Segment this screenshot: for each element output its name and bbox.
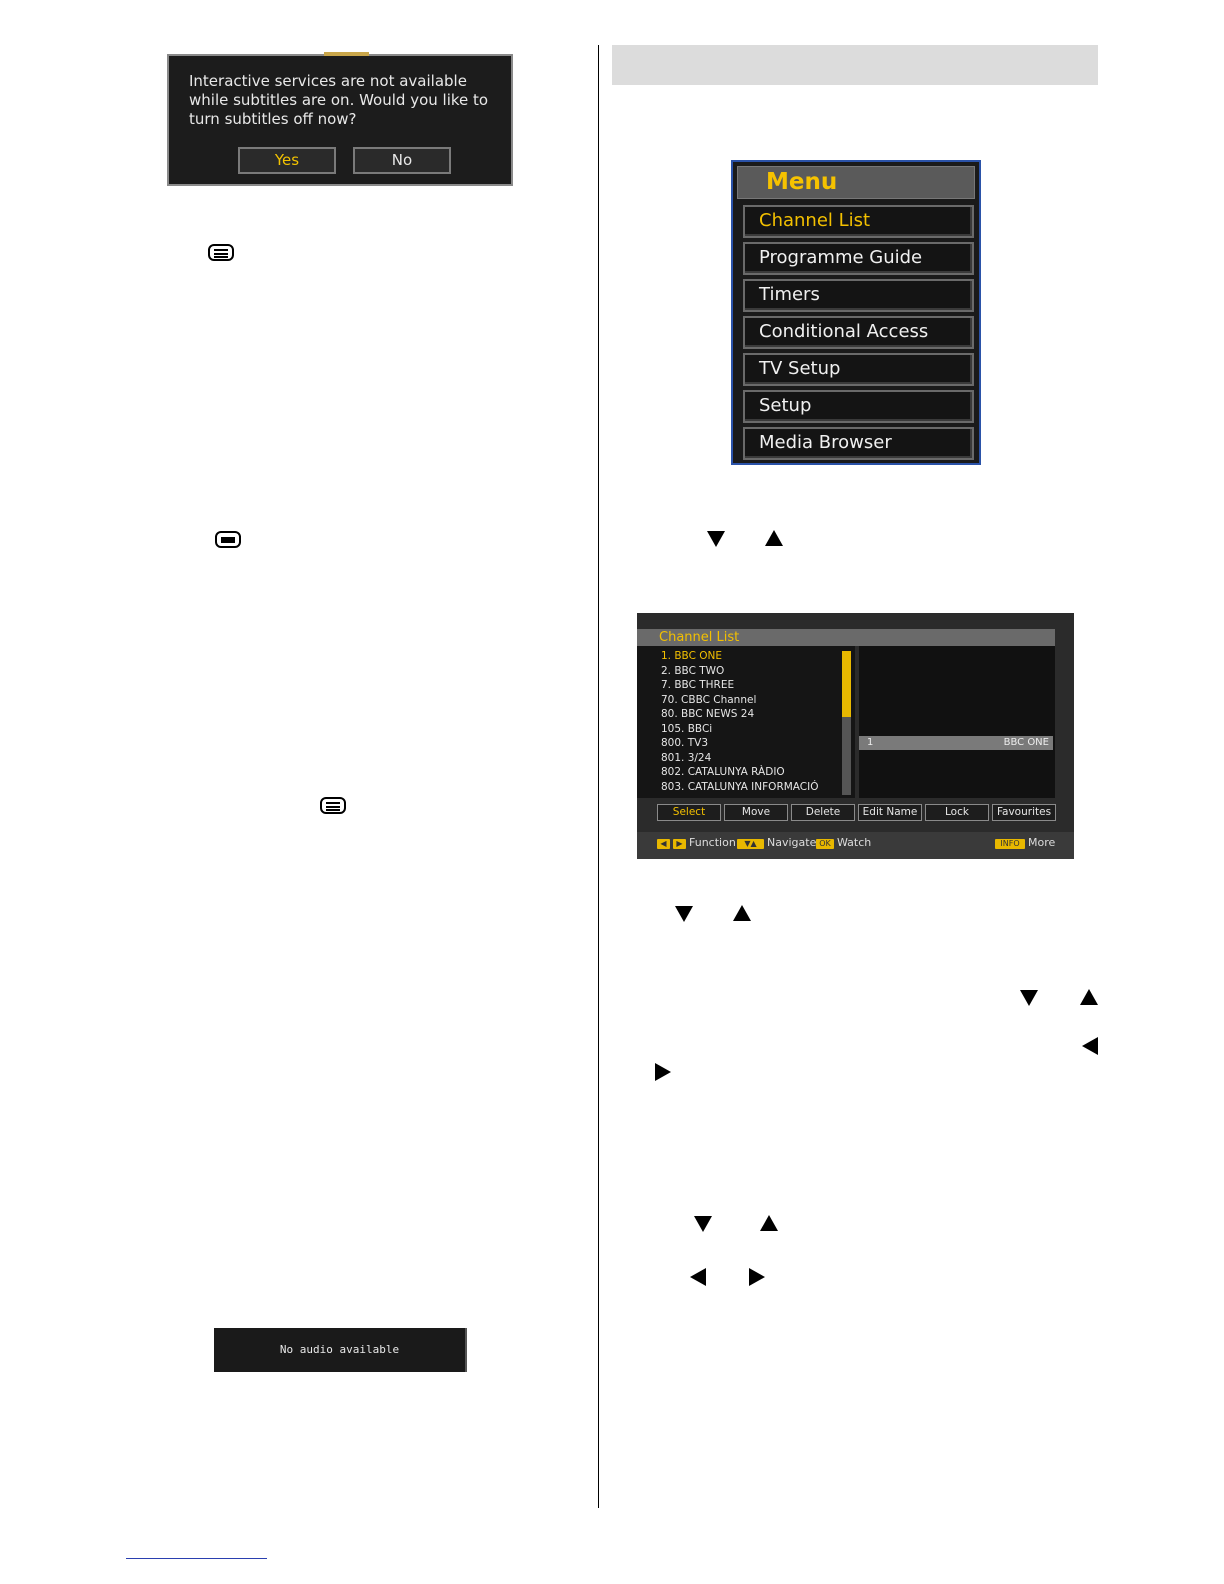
preview-channel-number: 1 [867,737,874,748]
column-divider [598,45,599,1508]
menu-item-timers[interactable]: Timers [743,279,974,312]
lock-button[interactable]: Lock [925,804,989,821]
channel-list-title: Channel List [637,629,1055,646]
footer-navigate-label: Navigate [767,836,817,849]
subtitle-button-icon [215,531,241,548]
main-menu [731,160,981,465]
down-arrow-icon [694,1216,712,1232]
footer-watch-label: Watch [837,836,872,849]
channel-list-panel [637,613,1074,859]
menu-item-programme-guide[interactable]: Programme Guide [743,242,974,275]
menu-item-conditional-access[interactable]: Conditional Access [743,316,974,349]
menu-item-media-browser[interactable]: Media Browser [743,427,974,460]
up-arrow-icon [1080,989,1098,1005]
channel-list-footer [637,832,1074,859]
subtitle-button-icon [208,244,234,261]
channel-item[interactable]: 801. 3/24 [661,751,712,764]
channel-item[interactable]: 7. BBC THREE [661,679,735,691]
up-arrow-icon [760,1215,778,1231]
channel-item[interactable]: 803. CATALUNYA INFORMACIÓ [661,780,819,793]
left-arrow-icon [690,1268,706,1286]
no-button[interactable]: No [353,147,451,174]
menu-item-setup[interactable]: Setup [743,390,974,423]
menu-item-channel-list[interactable]: Channel List [743,205,974,238]
channel-item[interactable]: 2. BBC TWO [661,664,725,677]
favourites-button[interactable]: Favourites [992,804,1056,821]
channel-preview [859,646,1055,798]
edit-name-button[interactable]: Edit Name [858,804,922,821]
preview-info-bar [859,736,1053,750]
up-down-key-icon: ▼▲ [737,839,764,849]
channel-item[interactable]: 70. CBBC Channel [661,693,757,706]
up-arrow-icon [765,530,783,546]
dialog-top-decoration [324,52,369,56]
no-audio-osd: No audio available [214,1328,467,1372]
left-arrow-icon [1082,1037,1098,1055]
subtitle-dialog [167,54,513,186]
dialog-message: Interactive services are not available while subtitles are on. Would you like to turn subtitles off now? [189,72,489,128]
channel-list-scrollbar[interactable] [842,651,851,795]
up-arrow-icon [733,905,751,921]
channel-list [637,646,855,798]
channel-item[interactable]: 105. BBCi [661,722,713,735]
menu-item-tv-setup[interactable]: TV Setup [743,353,974,386]
down-arrow-icon [707,531,725,547]
delete-button[interactable]: Delete [791,804,855,821]
channel-item[interactable]: 80. BBC NEWS 24 [661,708,755,720]
down-arrow-icon [675,906,693,922]
section-header-band [612,45,1098,85]
footer-function-label: Function [689,836,736,849]
scrollbar-thumb[interactable] [842,651,851,717]
footer-rule [126,1558,267,1559]
info-key-icon: INFO [995,839,1025,849]
subtitle-button-icon [320,797,346,814]
select-button[interactable]: Select [657,804,721,821]
menu-title: Menu [737,166,975,199]
footer-more-label: More [1028,836,1056,849]
right-arrow-icon [655,1063,671,1081]
channel-item[interactable]: 800. TV3 [661,737,708,749]
left-key-icon: ◀ [657,839,670,849]
yes-button[interactable]: Yes [238,147,336,174]
channel-item[interactable]: 802. CATALUNYA RÀDIO [661,766,785,778]
preview-channel-name: BBC ONE [1003,737,1049,748]
right-key-icon: ▶ [673,839,686,849]
down-arrow-icon [1020,990,1038,1006]
channel-item[interactable]: 1. BBC ONE [661,650,723,662]
right-arrow-icon [749,1268,765,1286]
move-button[interactable]: Move [724,804,788,821]
ok-key-icon: OK [816,839,834,849]
